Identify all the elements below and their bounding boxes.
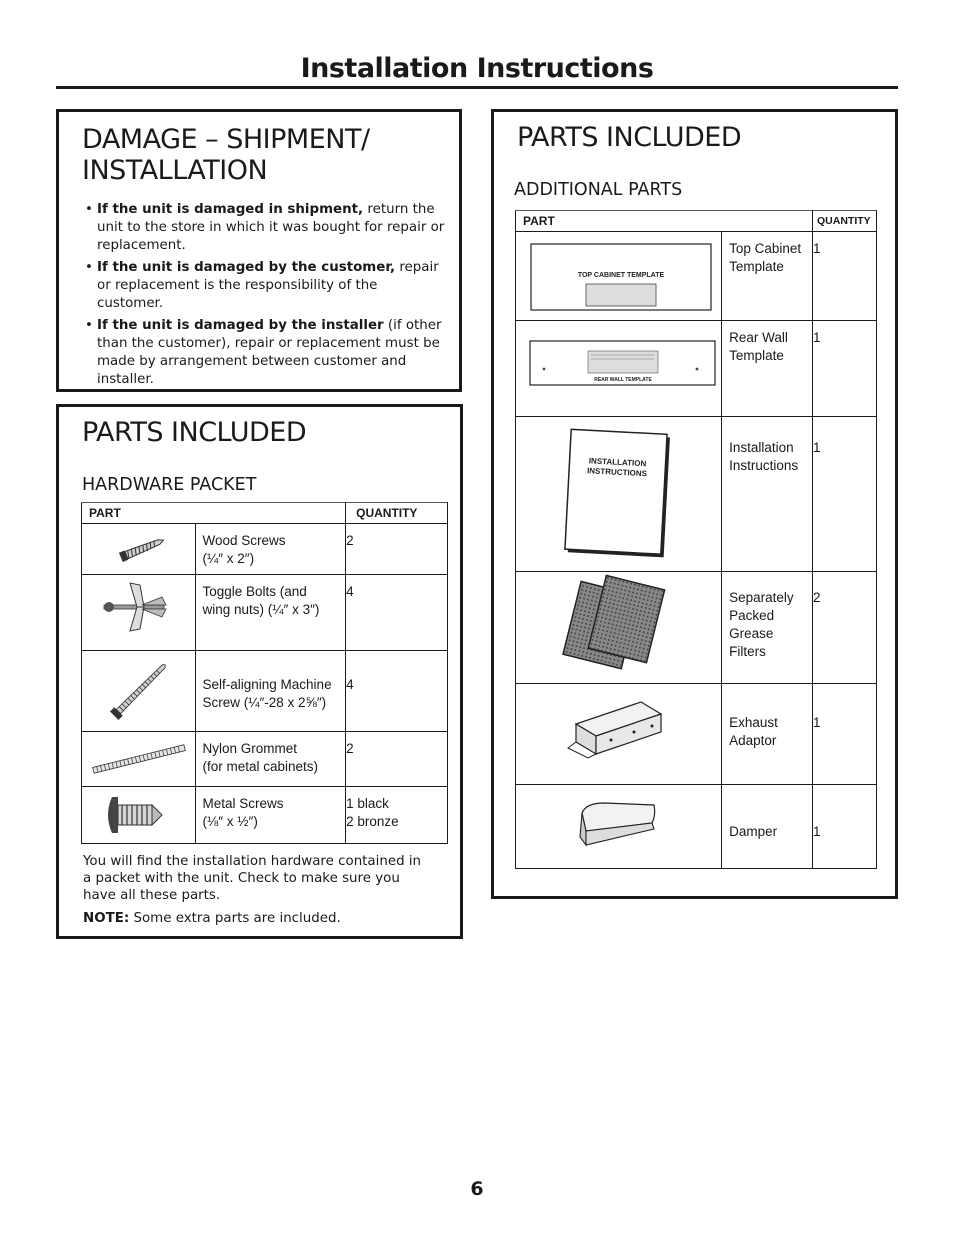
desc-line: Metal Screws: [202, 796, 284, 811]
table-row: [82, 575, 448, 651]
desc-line: wing nuts) (¼″ x 3″): [202, 602, 320, 617]
table-header-row: [516, 211, 877, 232]
table-header-row: [82, 503, 448, 524]
table-row: [82, 732, 448, 787]
toggle-bolt-icon: [82, 575, 196, 651]
nylon-grommet-icon: [82, 732, 196, 787]
damage-bullet: • If the unit is damaged in shipment, return the unit to the store in which it was bought for repair or replacement.: [85, 202, 445, 253]
hardware-note: You will find the installation hardware contained in a packet with the unit. Check to make sure you have all these parts.: [83, 854, 422, 903]
table-row: [516, 684, 877, 785]
bullet-text: return the unit to the store in which it was bought for repair or replacement.: [97, 202, 445, 253]
page-title: Installation Instructions: [300, 53, 654, 84]
part-description: [722, 785, 813, 869]
hardware-table: [81, 502, 448, 844]
bullet-bold: If the unit is damaged by the customer,: [97, 260, 396, 275]
qty-line: 1 black: [346, 796, 389, 811]
desc-line: Toggle Bolts (and: [202, 584, 307, 599]
part-quantity: [346, 651, 448, 732]
bullet-text: (if other than the customer), repair or replacement must be made by arrangement between customer and installer.: [97, 318, 442, 387]
exhaust-adaptor-icon: [516, 684, 722, 785]
additional-title: PARTS INCLUDED: [517, 122, 742, 153]
part-quantity: [346, 787, 448, 844]
desc-line: Template: [729, 259, 784, 274]
part-quantity: 1: [813, 232, 877, 321]
wood-screw-icon: [82, 524, 196, 575]
damage-title-line2: INSTALLATION: [82, 155, 268, 186]
damper-icon: [516, 785, 722, 869]
additional-parts-table: [515, 210, 877, 869]
damage-title-line1: DAMAGE – SHIPMENT/: [82, 124, 370, 155]
book-label-2: INSTRUCTIONS: [586, 466, 648, 479]
desc-line: Packed: [729, 608, 775, 623]
page-number: 6: [470, 1178, 484, 1200]
desc-line: Grease: [729, 626, 774, 641]
desc-line: Nylon Grommet: [202, 741, 298, 756]
qty-line: 2 bronze: [346, 814, 399, 829]
hardware-packet-section: [56, 404, 463, 939]
part-description: [195, 787, 346, 844]
table-row: [516, 785, 877, 869]
part-quantity: 1: [813, 785, 877, 869]
part-quantity: [346, 524, 448, 575]
part-quantity: 2: [813, 572, 877, 684]
part-description: [722, 572, 813, 684]
col-header-quantity: QUANTITY: [813, 211, 877, 232]
desc-line: (for metal cabinets): [202, 759, 319, 774]
damage-bullets: [85, 201, 445, 393]
table-row: [516, 321, 877, 417]
desc-line: Instructions: [729, 458, 799, 473]
desc-line: Screw (¼″-28 x 2⅝″): [202, 695, 327, 710]
desc-line: Self-aligning Machine: [202, 677, 332, 692]
qty-line: 2: [346, 741, 354, 756]
installation-instructions-icon: [516, 417, 722, 572]
part-quantity: 1: [813, 417, 877, 572]
qty-line: 4: [346, 584, 354, 599]
damage-bullet: • If the unit is damaged by the installer (if other than the customer), repair or replacement must be made by arrangement between customer and installer.: [85, 318, 442, 387]
damage-title: [82, 124, 370, 186]
desc-line: Damper: [729, 824, 778, 839]
top-cabinet-template-icon: [516, 232, 722, 321]
template-label: REAR WALL TEMPLATE: [594, 377, 652, 383]
bullet-bold: If the unit is damaged by the installer: [97, 318, 384, 333]
table-row: [516, 572, 877, 684]
part-description: [195, 732, 346, 787]
part-quantity: 1: [813, 321, 877, 417]
table-row: [82, 651, 448, 732]
note-label: NOTE:: [83, 911, 130, 926]
hardware-title: PARTS INCLUDED: [82, 417, 307, 448]
part-quantity: [346, 732, 448, 787]
col-header-part: PART: [82, 503, 346, 524]
desc-line: Exhaust: [729, 715, 778, 730]
book-label-1: INSTALLATION: [588, 456, 647, 469]
col-header-part: PART: [516, 211, 813, 232]
machine-screw-icon: [82, 651, 196, 732]
desc-line: Separately: [729, 590, 794, 605]
qty-line: 4: [346, 677, 354, 692]
part-quantity: 1: [813, 684, 877, 785]
part-quantity: [346, 575, 448, 651]
table-row: [516, 417, 877, 572]
part-description: [195, 651, 346, 732]
desc-line: Installation: [729, 440, 794, 455]
additional-parts-section: [491, 109, 898, 899]
table-row: [82, 787, 448, 844]
desc-line: (⅛″ x ½″): [202, 814, 258, 829]
hardware-subtitle: HARDWARE PACKET: [82, 475, 257, 495]
col-header-quantity: QUANTITY: [346, 503, 448, 524]
part-description: [722, 321, 813, 417]
qty-line: 2: [346, 533, 354, 548]
desc-line: (¼″ x 2″): [202, 551, 255, 566]
desc-line: Wood Screws: [202, 533, 286, 548]
bullet-bold: If the unit is damaged in shipment,: [97, 202, 364, 217]
desc-line: Filters: [729, 644, 766, 659]
note-extra-parts: [83, 910, 423, 927]
page-header: [56, 54, 898, 89]
rear-wall-template-icon: [516, 321, 722, 417]
part-description: [195, 575, 346, 651]
table-row: [516, 232, 877, 321]
damage-bullet: • If the unit is damaged by the customer, repair or replacement is the responsibility of the customer.: [85, 260, 439, 311]
additional-subtitle: ADDITIONAL PARTS: [514, 180, 683, 200]
grease-filters-icon: [516, 572, 722, 684]
desc-line: Top Cabinet: [729, 241, 802, 256]
desc-line: Template: [729, 348, 784, 363]
template-label: TOP CABINET TEMPLATE: [577, 272, 665, 279]
part-description: [722, 684, 813, 785]
table-row: [82, 524, 448, 575]
part-description: [722, 417, 813, 572]
part-description: [722, 232, 813, 321]
note-text: Some extra parts are included.: [129, 911, 341, 926]
part-description: [195, 524, 346, 575]
desc-line: Rear Wall: [729, 330, 788, 345]
desc-line: Adaptor: [729, 733, 777, 748]
metal-screw-icon: [82, 787, 196, 844]
bullet-text: repair or replacement is the responsibility of the customer.: [97, 260, 439, 311]
damage-section: [56, 109, 462, 392]
